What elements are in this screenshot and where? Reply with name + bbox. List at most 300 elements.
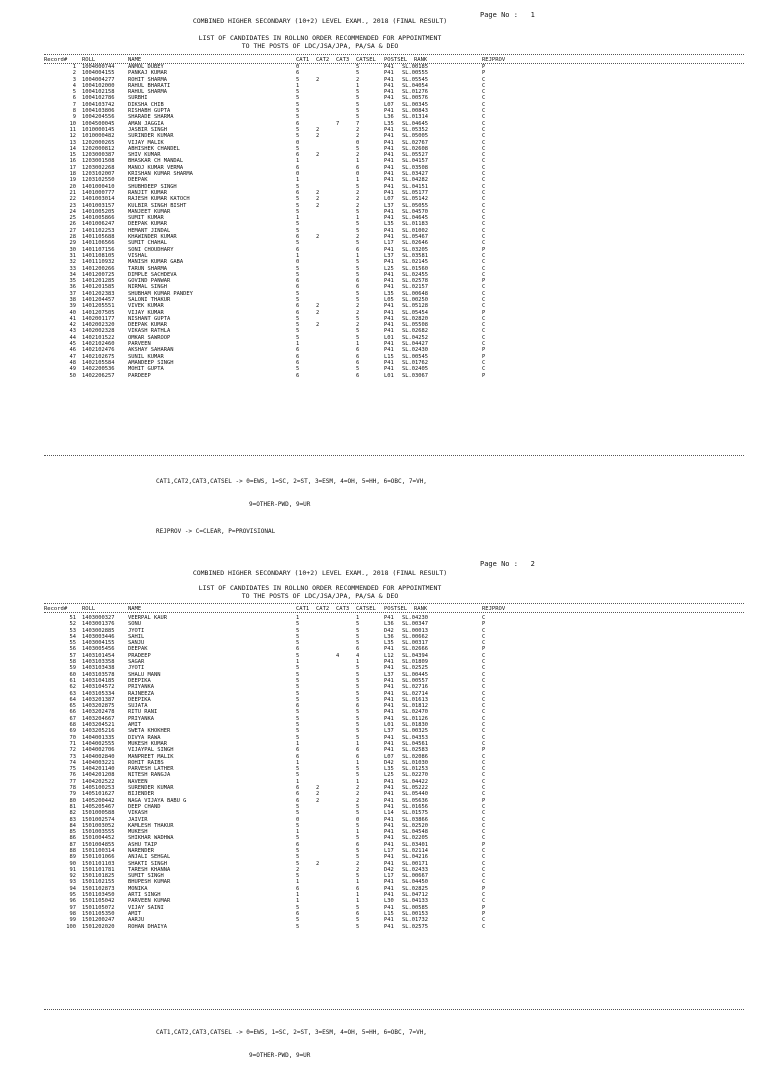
rejprov-cell: C <box>482 76 486 83</box>
rank-cell: SL.02433 <box>402 866 428 873</box>
record-cell: 24 <box>69 208 76 215</box>
postsel-cell: P41 <box>384 841 394 848</box>
cat2-cell: 2 <box>316 133 320 140</box>
record-cell: 13 <box>69 139 76 146</box>
cat1-cell: 5 <box>296 652 300 659</box>
name-cell: DIVYA RAWA <box>128 734 161 741</box>
record-cell: 19 <box>69 177 76 184</box>
rejprov-cell: C <box>482 923 486 930</box>
rank-cell: SL.04157 <box>402 158 428 165</box>
cat3-cell: 7 <box>336 120 340 127</box>
catsel-cell: 6 <box>356 347 360 354</box>
postsel-cell: P41 <box>384 684 394 691</box>
name-cell: PRIYANKA <box>128 715 154 722</box>
cat1-cell: 5 <box>296 904 300 911</box>
roll-cell: 1010000482 <box>82 133 115 140</box>
cat1-cell: 1 <box>296 892 300 899</box>
catsel-cell: 2 <box>356 860 360 867</box>
postsel-cell: L25 <box>384 265 394 272</box>
catsel-cell: 5 <box>356 917 360 924</box>
cat2-cell: 2 <box>316 322 320 329</box>
record-cell: 76 <box>69 772 76 779</box>
roll-cell: 1405200442 <box>82 797 115 804</box>
catsel-cell: 6 <box>356 284 360 291</box>
rejprov-cell: C <box>482 696 486 703</box>
rejprov-cell: P <box>482 797 486 804</box>
rejprov-cell: P <box>482 309 486 316</box>
record-cell: 6 <box>72 95 76 102</box>
rejprov-cell: C <box>482 640 486 647</box>
rejprov-cell: C <box>482 152 486 159</box>
roll-cell: 1501003052 <box>82 822 115 829</box>
cat1-cell: 6 <box>296 841 300 848</box>
record-cell: 7 <box>72 101 76 108</box>
record-cell: 86 <box>69 835 76 842</box>
exam-title: COMBINED HIGHER SECONDARY (10+2) LEVEL EXAM., 2018 (FINAL RESULT) <box>192 17 448 25</box>
roll-cell: 1401205551 <box>82 303 115 310</box>
roll-cell: 1402101522 <box>82 334 115 341</box>
rejprov-cell: C <box>482 221 486 228</box>
candidate-table <box>0 615 768 930</box>
name-cell: BIJENDER <box>128 791 154 798</box>
catsel-cell: 5 <box>356 671 360 678</box>
name-cell: VIJAY MALIK <box>128 139 164 146</box>
rank-cell: SL.01809 <box>402 659 428 666</box>
cat2-cell: 2 <box>316 797 320 804</box>
record-cell: 94 <box>69 885 76 892</box>
catsel-cell: 5 <box>356 690 360 697</box>
rejprov-cell: C <box>482 296 486 303</box>
table-row <box>0 373 768 379</box>
rank-cell: SL.01030 <box>402 759 428 766</box>
postsel-cell: L37 <box>384 728 394 735</box>
cat1-cell: 5 <box>296 766 300 773</box>
cat1-cell: 5 <box>296 208 300 215</box>
rejprov-cell: C <box>482 835 486 842</box>
name-cell: SUJATA <box>128 703 148 710</box>
rank-cell: SL.00345 <box>402 101 428 108</box>
catsel-cell: 1 <box>356 177 360 184</box>
cat1-cell: 5 <box>296 671 300 678</box>
postsel-cell: L17 <box>384 240 394 247</box>
roll-cell: 1401102253 <box>82 227 115 234</box>
cat1-cell: 6 <box>296 152 300 159</box>
rejprov-cell: C <box>482 240 486 247</box>
record-cell: 41 <box>69 315 76 322</box>
cat1-cell: 6 <box>296 120 300 127</box>
rejprov-cell: C <box>482 177 486 184</box>
rejprov-cell: C <box>482 740 486 747</box>
catsel-cell: 1 <box>356 659 360 666</box>
catsel-cell: 5 <box>356 108 360 115</box>
name-cell: KAMLESH THAKUR <box>128 822 174 829</box>
roll-cell: 1404202522 <box>82 778 115 785</box>
postsel-cell: P41 <box>384 95 394 102</box>
cat1-cell: 6 <box>296 164 300 171</box>
cat1-cell: 5 <box>296 221 300 228</box>
cat1-cell: 5 <box>296 183 300 190</box>
col-cat3: CAT3 <box>336 57 350 63</box>
rank-cell: SL.00667 <box>402 873 428 880</box>
postsel-cell: L17 <box>384 847 394 854</box>
catsel-cell: 5 <box>356 854 360 861</box>
rejprov-cell: C <box>482 791 486 798</box>
cat2-cell: 2 <box>316 202 320 209</box>
rank-cell: SL.01812 <box>402 703 428 710</box>
cat1-cell: 5 <box>296 684 300 691</box>
catsel-cell: 1 <box>356 158 360 165</box>
rejprov-cell: C <box>482 171 486 178</box>
cat1-cell: 5 <box>296 734 300 741</box>
catsel-cell: 5 <box>356 366 360 373</box>
col-rank: RANK <box>414 606 428 612</box>
record-cell: 81 <box>69 803 76 810</box>
rank-cell: SL.03427 <box>402 171 428 178</box>
rank-cell: SL.02646 <box>402 240 428 247</box>
catsel-cell: 6 <box>356 353 360 360</box>
roll-cell: 1401207505 <box>82 309 115 316</box>
catsel-cell: 5 <box>356 772 360 779</box>
record-cell: 68 <box>69 722 76 729</box>
roll-cell: 1404002706 <box>82 747 115 754</box>
rejprov-cell: C <box>482 677 486 684</box>
record-cell: 35 <box>69 278 76 285</box>
record-cell: 46 <box>69 347 76 354</box>
name-cell: KRISHAN KUMAR SHARMA <box>128 171 193 178</box>
roll-cell: 1501102155 <box>82 879 115 886</box>
roll-cell: 1403104185 <box>82 677 115 684</box>
record-cell: 38 <box>69 296 76 303</box>
rank-cell: SL.01314 <box>402 114 428 121</box>
postsel-cell: P41 <box>384 76 394 83</box>
catsel-cell: 2 <box>356 866 360 873</box>
col-record: Record# <box>44 57 68 63</box>
name-cell: DEEPIKA <box>128 696 151 703</box>
cat1-cell: 1 <box>296 158 300 165</box>
cat1-cell: 5 <box>296 114 300 121</box>
catsel-cell: 5 <box>356 208 360 215</box>
cat2-cell: 2 <box>316 860 320 867</box>
cat1-cell: 6 <box>296 70 300 77</box>
catsel-cell: 5 <box>356 633 360 640</box>
name-cell: VEERPAL KAUR <box>128 615 167 621</box>
rejprov-cell: C <box>482 633 486 640</box>
name-cell: NISHANT GUPTA <box>128 315 171 322</box>
record-cell: 85 <box>69 829 76 836</box>
rank-cell: SL.02520 <box>402 822 428 829</box>
roll-cell: 1403000327 <box>82 615 115 621</box>
rank-cell: SL.04353 <box>402 734 428 741</box>
postsel-cell: P41 <box>384 677 394 684</box>
name-cell: DEEPIKA <box>128 677 151 684</box>
postsel-cell: P41 <box>384 646 394 653</box>
postsel-cell: D42 <box>384 627 394 634</box>
record-cell: 50 <box>69 372 76 379</box>
category-legend-line: CAT1,CAT2,CAT3,CATSEL -> 0=EWS, 1=SC, 2=ST, 3=ESM, 4=OH, 5=HH, 6=OBC, 7=VH, <box>156 478 427 485</box>
name-cell: KULBIR SINGH BISHT <box>128 202 187 209</box>
name-cell: SURINDER KUMAR <box>128 133 174 140</box>
name-cell: VIVEK KUMAR <box>128 303 164 310</box>
catsel-cell: 5 <box>356 101 360 108</box>
catsel-cell: 5 <box>356 722 360 729</box>
rank-cell: SL.04561 <box>402 740 428 747</box>
roll-cell: 1404201140 <box>82 766 115 773</box>
rejprov-cell: C <box>482 196 486 203</box>
postsel-cell: P41 <box>384 208 394 215</box>
record-cell: 14 <box>69 145 76 152</box>
rank-cell: SL.04133 <box>402 898 428 905</box>
catsel-cell: 2 <box>356 791 360 798</box>
roll-cell: 1501003555 <box>82 829 115 836</box>
cat1-cell: 0 <box>296 171 300 178</box>
catsel-cell: 6 <box>356 164 360 171</box>
col-rejprov: REJPROV <box>482 57 506 63</box>
name-cell: RAHUL SHARMA <box>128 89 167 96</box>
name-cell: ROHIT RAIBS <box>128 759 164 766</box>
postsel-cell: P41 <box>384 70 394 77</box>
rank-cell: SL.01560 <box>402 265 428 272</box>
catsel-cell: 1 <box>356 82 360 89</box>
rejprov-cell: C <box>482 265 486 272</box>
name-cell: ANJALI SEHGAL <box>128 854 171 861</box>
postsel-cell: P41 <box>384 177 394 184</box>
postsel-cell: P41 <box>384 82 394 89</box>
rank-cell: SL.05222 <box>402 785 428 792</box>
cat1-cell: 5 <box>296 315 300 322</box>
cat2-cell: 2 <box>316 234 320 241</box>
rejprov-cell: C <box>482 917 486 924</box>
postsel-cell: P41 <box>384 747 394 754</box>
rank-cell: SL.04570 <box>402 208 428 215</box>
rank-cell: SL.02682 <box>402 328 428 335</box>
catsel-cell: 4 <box>356 652 360 659</box>
roll-cell: 1405205467 <box>82 803 115 810</box>
cat1-cell: 1 <box>296 778 300 785</box>
roll-cell: 1004103806 <box>82 108 115 115</box>
roll-cell: 1004004155 <box>82 70 115 77</box>
roll-cell: 1401108105 <box>82 252 115 259</box>
cat1-cell: 0 <box>296 64 300 70</box>
rank-cell: SL.02430 <box>402 347 428 354</box>
cat1-cell: 6 <box>296 885 300 892</box>
postsel-cell: P41 <box>384 139 394 146</box>
rejprov-cell: P <box>482 278 486 285</box>
name-cell: MOHIT GUPTA <box>128 366 164 373</box>
record-cell: 16 <box>69 158 76 165</box>
rejprov-cell: C <box>482 766 486 773</box>
rank-cell: SL.05005 <box>402 133 428 140</box>
catsel-cell: 1 <box>356 252 360 259</box>
rank-cell: SL.00585 <box>402 904 428 911</box>
cat1-cell: 6 <box>296 747 300 754</box>
postsel-cell: L15 <box>384 910 394 917</box>
cat1-cell: 5 <box>296 76 300 83</box>
postsel-cell: P41 <box>384 328 394 335</box>
roll-cell: 1501202020 <box>82 923 115 930</box>
cat1-cell: 1 <box>296 759 300 766</box>
rejprov-cell: C <box>482 108 486 115</box>
rejprov-cell: P <box>482 841 486 848</box>
postsel-cell: D42 <box>384 866 394 873</box>
name-cell: JASBIR SINGH <box>128 126 167 133</box>
catsel-cell: 5 <box>356 70 360 77</box>
catsel-cell: 2 <box>356 322 360 329</box>
name-cell: SUNIL KUMAR <box>128 353 164 360</box>
record-cell: 88 <box>69 847 76 854</box>
name-cell: SHARADE SHARMA <box>128 114 174 121</box>
record-cell: 79 <box>69 791 76 798</box>
rank-cell: SL.01253 <box>402 766 428 773</box>
col-cat2: CAT2 <box>316 57 330 63</box>
roll-cell: 1004000744 <box>82 64 115 70</box>
rank-cell: SL.04216 <box>402 854 428 861</box>
name-cell: SHIV KUMAR <box>128 152 161 159</box>
record-cell: 99 <box>69 917 76 924</box>
rank-cell: SL.04645 <box>402 120 428 127</box>
rank-cell: SL.01002 <box>402 227 428 234</box>
rank-cell: SL.05177 <box>402 189 428 196</box>
cat1-cell: 5 <box>296 803 300 810</box>
postsel-cell: P41 <box>384 615 394 621</box>
roll-cell: 1404002555 <box>82 740 115 747</box>
catsel-cell: 1 <box>356 215 360 222</box>
record-cell: 32 <box>69 259 76 266</box>
roll-cell: 1401005866 <box>82 215 115 222</box>
rank-cell: SL.05527 <box>402 152 428 159</box>
roll-cell: 1004102786 <box>82 95 115 102</box>
rejprov-cell: C <box>482 158 486 165</box>
postsel-cell: P41 <box>384 734 394 741</box>
rejprov-cell: C <box>482 722 486 729</box>
rank-cell: SL.02716 <box>402 684 428 691</box>
cat1-cell: 5 <box>296 923 300 930</box>
postsel-cell: P41 <box>384 189 394 196</box>
cat1-cell: 5 <box>296 822 300 829</box>
roll-cell: 1401006247 <box>82 221 115 228</box>
catsel-cell: 5 <box>356 621 360 628</box>
catsel-cell: 0 <box>356 171 360 178</box>
col-postsel: POSTSEL <box>384 57 408 63</box>
roll-cell: 1501105042 <box>82 898 115 905</box>
name-cell: DIMPLE SACHDEVA <box>128 271 177 278</box>
rejprov-cell: C <box>482 785 486 792</box>
roll-cell: 1402001177 <box>82 315 115 322</box>
roll-cell: 1401003157 <box>82 202 115 209</box>
cat1-cell: 5 <box>296 366 300 373</box>
rejprov-cell: C <box>482 315 486 322</box>
cat2-cell: 2 <box>316 196 320 203</box>
rejprov-cell: C <box>482 284 486 291</box>
record-cell: 33 <box>69 265 76 272</box>
name-cell: MANPREET MALIK <box>128 753 174 760</box>
rejprov-cell: C <box>482 114 486 121</box>
record-cell: 23 <box>69 202 76 209</box>
rank-cell: SL.01276 <box>402 89 428 96</box>
postsel-cell: P41 <box>384 740 394 747</box>
roll-cell: 1403103578 <box>82 671 115 678</box>
catsel-cell: 5 <box>356 265 360 272</box>
cat1-cell: 0 <box>296 259 300 266</box>
cat1-cell: 1 <box>296 341 300 348</box>
cat1-cell: 5 <box>296 715 300 722</box>
record-cell: 100 <box>66 923 76 930</box>
record-cell: 26 <box>69 221 76 228</box>
catsel-cell: 5 <box>356 183 360 190</box>
cat2-cell: 2 <box>316 303 320 310</box>
postsel-cell: P41 <box>384 322 394 329</box>
postsel-cell: L12 <box>384 652 394 659</box>
catsel-cell: 5 <box>356 803 360 810</box>
record-cell: 53 <box>69 627 76 634</box>
rejprov-cell: P <box>482 904 486 911</box>
col-name: NAME <box>128 57 142 63</box>
roll-cell: 1401005205 <box>82 208 115 215</box>
name-cell: PARVEEN <box>128 341 151 348</box>
name-cell: OMKAR SAWROOP <box>128 334 171 341</box>
candidate-table <box>0 64 768 379</box>
name-cell: SURBHI <box>128 95 148 102</box>
rejprov-cell: C <box>482 690 486 697</box>
rank-cell: SL.04712 <box>402 892 428 899</box>
col-record: Record# <box>44 606 68 612</box>
catsel-cell: 5 <box>356 89 360 96</box>
postsel-cell: P41 <box>384 227 394 234</box>
cat1-cell: 5 <box>296 89 300 96</box>
rank-cell: SL.02205 <box>402 835 428 842</box>
postsel-cell: P41 <box>384 690 394 697</box>
record-cell: 92 <box>69 873 76 880</box>
catsel-cell: 5 <box>356 627 360 634</box>
catsel-cell: 5 <box>356 684 360 691</box>
record-cell: 3 <box>72 76 76 83</box>
rejprov-cell: C <box>482 328 486 335</box>
name-cell: AARJU <box>128 917 145 924</box>
cat1-cell: 6 <box>296 753 300 760</box>
record-cell: 74 <box>69 759 76 766</box>
rejprov-cell: C <box>482 234 486 241</box>
cat1-cell: 6 <box>296 703 300 710</box>
postsel-cell: P41 <box>384 854 394 861</box>
rank-cell: SL.05055 <box>402 202 428 209</box>
record-cell: 52 <box>69 621 76 628</box>
cat1-cell: 5 <box>296 772 300 779</box>
name-cell: VIJAY KUMAR <box>128 309 164 316</box>
postsel-cell: P41 <box>384 259 394 266</box>
cat1-cell: 0 <box>296 139 300 146</box>
rank-cell: SL.02157 <box>402 284 428 291</box>
catsel-cell: 5 <box>356 766 360 773</box>
catsel-cell: 2 <box>356 196 360 203</box>
record-cell: 17 <box>69 164 76 171</box>
postsel-cell: P41 <box>384 709 394 716</box>
roll-cell: 1403202875 <box>82 703 115 710</box>
header-rule <box>44 612 744 613</box>
rank-cell: SL.01126 <box>402 715 428 722</box>
rejprov-cell: C <box>482 652 486 659</box>
name-cell: ROHAN DHAIYA <box>128 923 167 930</box>
catsel-cell: 2 <box>356 126 360 133</box>
rank-cell: SL.04230 <box>402 615 428 621</box>
roll-cell: 1401201285 <box>82 278 115 285</box>
name-cell: VISHAL <box>128 252 148 259</box>
roll-cell: 1402102675 <box>82 353 115 360</box>
name-cell: MUKESH KUMAR <box>128 740 167 747</box>
rejprov-cell: C <box>482 772 486 779</box>
cat1-cell: 1 <box>296 177 300 184</box>
catsel-cell: 5 <box>356 114 360 121</box>
catsel-cell: 6 <box>356 747 360 754</box>
roll-cell: 1402102460 <box>82 341 115 348</box>
